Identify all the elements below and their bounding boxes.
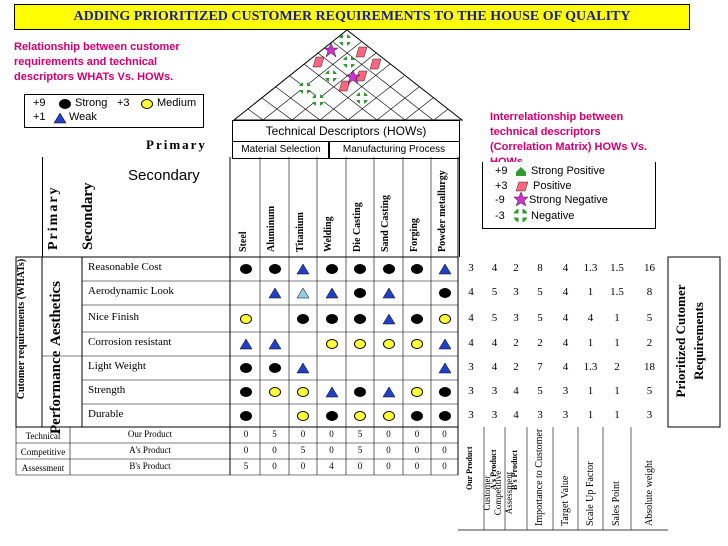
- tech-assessment-value: 0: [442, 445, 447, 455]
- prioritized-value: 4: [562, 262, 569, 274]
- tech-assessment-value: 0: [357, 461, 363, 471]
- page-title: ADDING PRIORITIZED CUSTOMER REQUIREMENTS TO THE HOUSE OF QUALITY: [14, 4, 690, 30]
- prioritized-header-importance-to-customer: Importance to Customer: [534, 428, 545, 526]
- whats-axis-label: Cutomer requirements (WHATs): [16, 258, 27, 400]
- legend-strong-label: Strong: [75, 97, 108, 109]
- tech-assessment-value: 5: [300, 445, 306, 455]
- prioritized-value: 16: [644, 262, 655, 274]
- prioritized-header-target-value: Target Value: [559, 475, 571, 526]
- whats-primary-performance: Performance: [48, 350, 64, 434]
- legend-positive-label: Positive: [533, 180, 572, 192]
- legend-weak-label: Weak: [69, 111, 97, 123]
- prioritized-value: 3: [468, 385, 474, 397]
- prioritized-value: 4: [491, 262, 498, 274]
- prioritized-value: 1.3: [583, 361, 598, 373]
- technical-assessment-label-line3: Assessment: [21, 463, 65, 473]
- whats-secondary-label: Secondary: [80, 182, 96, 250]
- hows-secondary-forging: Forging: [409, 218, 420, 252]
- prioritized-value: 5: [537, 286, 543, 298]
- tech-assessment-value: 0: [414, 461, 420, 471]
- tech-assessment-row-label: A's Product: [129, 445, 171, 455]
- tech-assessment-value: 0: [272, 461, 277, 471]
- tech-assessment-value: 5: [272, 429, 277, 439]
- prioritized-value: 3: [562, 408, 569, 421]
- prioritized-value: 4: [587, 311, 594, 324]
- legend-strong-value: +9: [33, 97, 46, 109]
- prioritized-value: 4: [468, 311, 474, 324]
- prioritized-value: 1: [587, 337, 594, 349]
- prioritized-value: 1.5: [610, 262, 624, 274]
- tech-assessment-value: 0: [329, 445, 334, 455]
- prioritized-value: 1: [614, 311, 620, 324]
- prioritized-value: 3: [468, 408, 474, 421]
- legend-strong-positive-value: +9: [495, 165, 508, 177]
- competitive-assessment-label: Customer Competitive Assessment: [482, 470, 514, 516]
- hows-primary-label: Primary: [146, 137, 207, 152]
- prioritized-value: 4: [468, 337, 474, 349]
- whats-row-light-weight: Light Weight: [88, 360, 146, 372]
- prioritized-value: 5: [491, 286, 498, 298]
- tech-assessment-value: 0: [414, 445, 420, 455]
- prioritized-value: 5: [537, 385, 543, 397]
- hows-secondary-label: Secondary: [128, 167, 200, 184]
- prioritized-value: 4: [562, 311, 569, 324]
- prioritized-value: 8: [646, 286, 653, 298]
- legend-negative-label: Negative: [531, 210, 575, 222]
- hows-secondary-aluminum: Aluminum: [266, 205, 277, 252]
- whats-row-corrosion-resistant: Corrosion resistant: [88, 336, 172, 348]
- tech-assessment-value: 5: [357, 445, 363, 455]
- prioritized-value: 3: [468, 361, 474, 373]
- hows-secondary-powder-metallurgy: Powder metallurgy: [437, 170, 448, 252]
- prioritized-value: 2: [513, 337, 519, 349]
- technical-descriptors-header: Technical Descriptors (HOWs): [232, 120, 460, 142]
- prioritized-value: 2: [646, 337, 653, 349]
- tech-assessment-value: 0: [386, 461, 391, 471]
- prioritized-value: 3: [513, 311, 519, 324]
- tech-assessment-row-label: B's Product: [129, 461, 171, 471]
- tech-assessment-value: 0: [300, 429, 306, 439]
- hows-secondary-steel: Steel: [238, 231, 249, 252]
- prioritized-value: 3: [513, 286, 519, 298]
- tech-assessment-value: 4: [329, 461, 334, 471]
- prioritized-header-absolute-weight: Absolute weight: [643, 460, 655, 526]
- whats-primary-label: Primary: [46, 185, 61, 250]
- tech-assessment-value: 5: [357, 429, 363, 439]
- tech-assessment-value: 0: [243, 429, 249, 439]
- tech-assessment-value: 0: [414, 429, 420, 439]
- prioritized-value: 4: [468, 286, 474, 298]
- prioritized-value: 2: [614, 361, 620, 373]
- prioritized-value: 8: [537, 262, 543, 274]
- prioritized-value: 1: [587, 286, 594, 298]
- prioritized-value: 4: [491, 337, 498, 349]
- legend-positive-value: +3: [495, 180, 508, 192]
- hows-secondary-die-casting: Die Casting: [352, 202, 363, 252]
- prioritized-value: 5: [646, 385, 653, 397]
- legend-medium-value: +3: [117, 97, 130, 109]
- legend-strong-negative-label: Strong Negative: [529, 194, 608, 206]
- prioritized-value: 3: [491, 408, 498, 421]
- prioritized-value: 18: [644, 361, 655, 373]
- prioritized-title: Prioritized Cutomer Requirements: [673, 284, 706, 398]
- prioritized-value: 3: [468, 262, 474, 274]
- note-correlation: Interrelationship between technical descriptors (Correlation Matrix) HOWs Vs.: [490, 110, 650, 162]
- prioritized-value: 7: [537, 361, 543, 373]
- technical-assessment-label-line2: Competitive: [20, 447, 66, 457]
- hows-primary-material: Material Selection: [232, 141, 330, 159]
- tech-assessment-value: 0: [243, 445, 249, 455]
- prioritized-value: 3: [646, 408, 653, 421]
- prioritized-header-our-product: Our Product: [465, 446, 474, 490]
- note-whats-vs-hows: Relationship between customer requirements and technical descriptors WHATs Vs. HOWs.: [14, 40, 194, 92]
- tech-assessment-value: 0: [300, 461, 306, 471]
- tech-assessment-value: 5: [243, 461, 249, 471]
- prioritized-value: 2: [513, 262, 519, 274]
- legend-strong-negative-value: -9: [495, 194, 505, 206]
- hows-secondary-sand-casting: Sand Casting: [380, 195, 391, 252]
- prioritized-value: 4: [562, 361, 569, 373]
- prioritized-value: 3: [562, 385, 569, 397]
- prioritized-value: 1: [587, 385, 594, 397]
- whats-row-aerodynamic-look: Aerodynamic Look: [88, 285, 174, 297]
- prioritized-value: 3: [537, 408, 543, 421]
- prioritized-value: 2: [513, 361, 519, 373]
- prioritized-value: 1.3: [583, 262, 598, 274]
- tech-assessment-value: 0: [272, 445, 277, 455]
- legend-weak-value: +1: [33, 111, 46, 123]
- prioritized-value: 4: [491, 361, 498, 373]
- prioritized-value: 4: [513, 385, 519, 397]
- prioritized-header-sales-point: Sales Point: [611, 481, 622, 526]
- tech-assessment-value: 0: [442, 429, 447, 439]
- hows-secondary-welding: Welding: [323, 216, 334, 252]
- prioritized-value: 1.5: [610, 286, 624, 298]
- prioritized-value: 2: [537, 337, 543, 349]
- prioritized-header-scale-up-factor: Scale Up Factor: [584, 461, 596, 526]
- legend-negative-value: -3: [495, 210, 505, 222]
- tech-assessment-value: 0: [386, 429, 391, 439]
- tech-assessment-value: 0: [329, 429, 334, 439]
- tech-assessment-value: 0: [442, 461, 447, 471]
- prioritized-value: 1: [587, 408, 594, 421]
- tech-assessment-value: 0: [386, 445, 391, 455]
- whats-row-durable: Durable: [88, 407, 124, 420]
- hows-primary-manufacturing: Manufacturing Process: [328, 141, 460, 159]
- hows-secondary-titanium: Titanium: [295, 212, 306, 252]
- prioritized-value: 4: [562, 337, 569, 349]
- prioritized-value: 1: [614, 408, 620, 421]
- prioritized-header-b-s-product: B's Product: [510, 449, 519, 490]
- prioritized-value: 5: [537, 311, 543, 324]
- prioritized-value: 1: [614, 337, 620, 349]
- whats-row-strength: Strength: [88, 384, 126, 396]
- prioritized-value: 5: [491, 311, 498, 324]
- prioritized-value: 3: [491, 385, 498, 397]
- legend-strong-positive-label: Strong Positive: [531, 165, 605, 177]
- whats-primary-aesthetics: Aesthetics: [48, 281, 64, 346]
- prioritized-value: 1: [614, 385, 620, 397]
- prioritized-header-a-s-product: A's Product: [488, 449, 498, 490]
- whats-row-reasonable-cost: Reasonable Cost: [88, 261, 162, 273]
- legend-medium-label: Medium: [157, 97, 197, 109]
- prioritized-value: 4: [562, 286, 569, 298]
- prioritized-value: 5: [646, 311, 653, 324]
- tech-assessment-row-label: Our Product: [127, 429, 173, 439]
- prioritized-value: 4: [513, 408, 519, 421]
- whats-row-nice-finish: Nice Finish: [88, 310, 140, 323]
- technical-assessment-label-line1: Technical: [25, 431, 61, 441]
